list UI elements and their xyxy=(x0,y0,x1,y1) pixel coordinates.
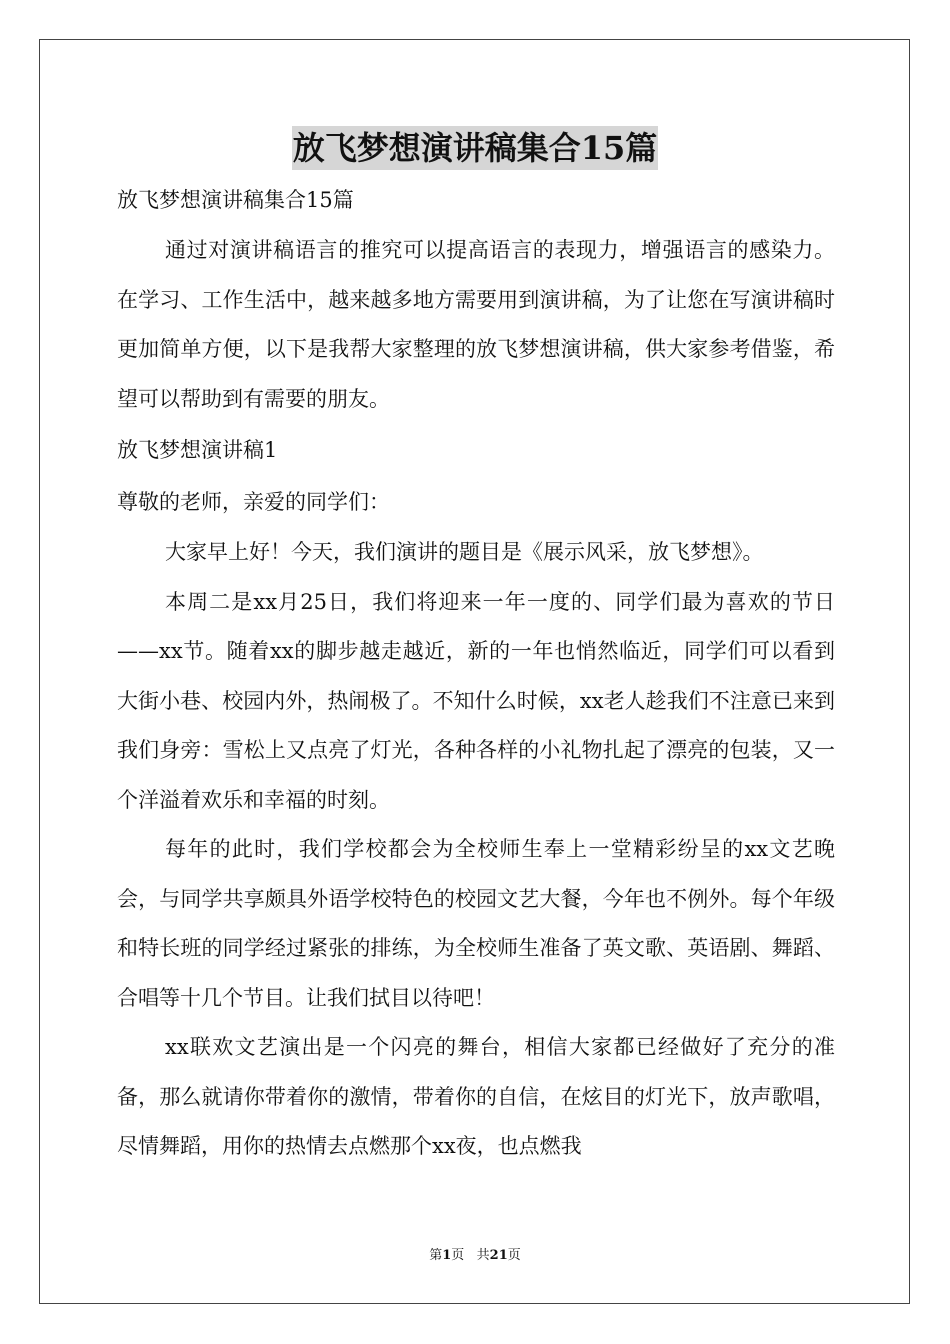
page-suffix: 页 xyxy=(507,1248,521,1263)
title-container xyxy=(0,126,950,170)
document-title: 放飞梦想演讲稿集合15篇 xyxy=(292,126,659,170)
total-pages: 21 xyxy=(489,1248,508,1263)
body-paragraph: 本周二是xx月25日，我们将迎来一年一度的、同学们最为喜欢的节日——xx节。随着xx的脚步越走越近，新的一年也悄然临近，同学们可以看到大街小巷、校园内外，热闹极了。不知什么时候，xx老人趁我们不注意已来到我们身旁：雪松上又点亮了灯光，各种各样的小礼物扎起了漂亮的包装，又一个洋溢着欢乐和幸福的时刻。 xyxy=(117,589,835,812)
page-mid: 页 共 xyxy=(451,1248,490,1263)
document-body xyxy=(117,178,835,1172)
salutation: 尊敬的老师，亲爱的同学们： xyxy=(117,490,390,514)
intro-paragraph: 通过对演讲稿语言的推究可以提高语言的表现力，增强语言的感染力。在学习、工作生活中，越来越多地方需要用到演讲稿，为了让您在写演讲稿时更加简单方便，以下是我帮大家整理的放飞梦想演讲稿，供大家参考借鉴，希望可以帮助到有需要的朋友。 xyxy=(117,238,835,411)
page-footer xyxy=(0,1247,950,1265)
body-paragraph: 每年的此时，我们学校都会为全校师生奉上一堂精彩纷呈的xx文艺晚会，与同学共享颇具外语学校特色的校园文艺大餐，今年也不例外。每个年级和特长班的同学经过紧张的排练，为全校师生准备了英文歌、英语剧、舞蹈、合唱等十几个节目。让我们拭目以待吧！ xyxy=(117,837,835,1010)
body-paragraph: xx联欢文艺演出是一个闪亮的舞台，相信大家都已经做好了充分的准备，那么就请你带着你的激情，带着你的自信，在炫目的灯光下，放声歌唱，尽情舞蹈，用你的热情去点燃那个xx夜，也点燃我 xyxy=(117,1035,835,1158)
current-page-number: 1 xyxy=(442,1248,452,1263)
body-paragraph: 大家早上好！今天，我们演讲的题目是《展示风采，放飞梦想》。 xyxy=(165,540,764,564)
section-heading: 放飞梦想演讲稿1 xyxy=(117,438,278,462)
page-prefix: 第 xyxy=(429,1248,443,1263)
document-subtitle: 放飞梦想演讲稿集合15篇 xyxy=(117,188,354,212)
